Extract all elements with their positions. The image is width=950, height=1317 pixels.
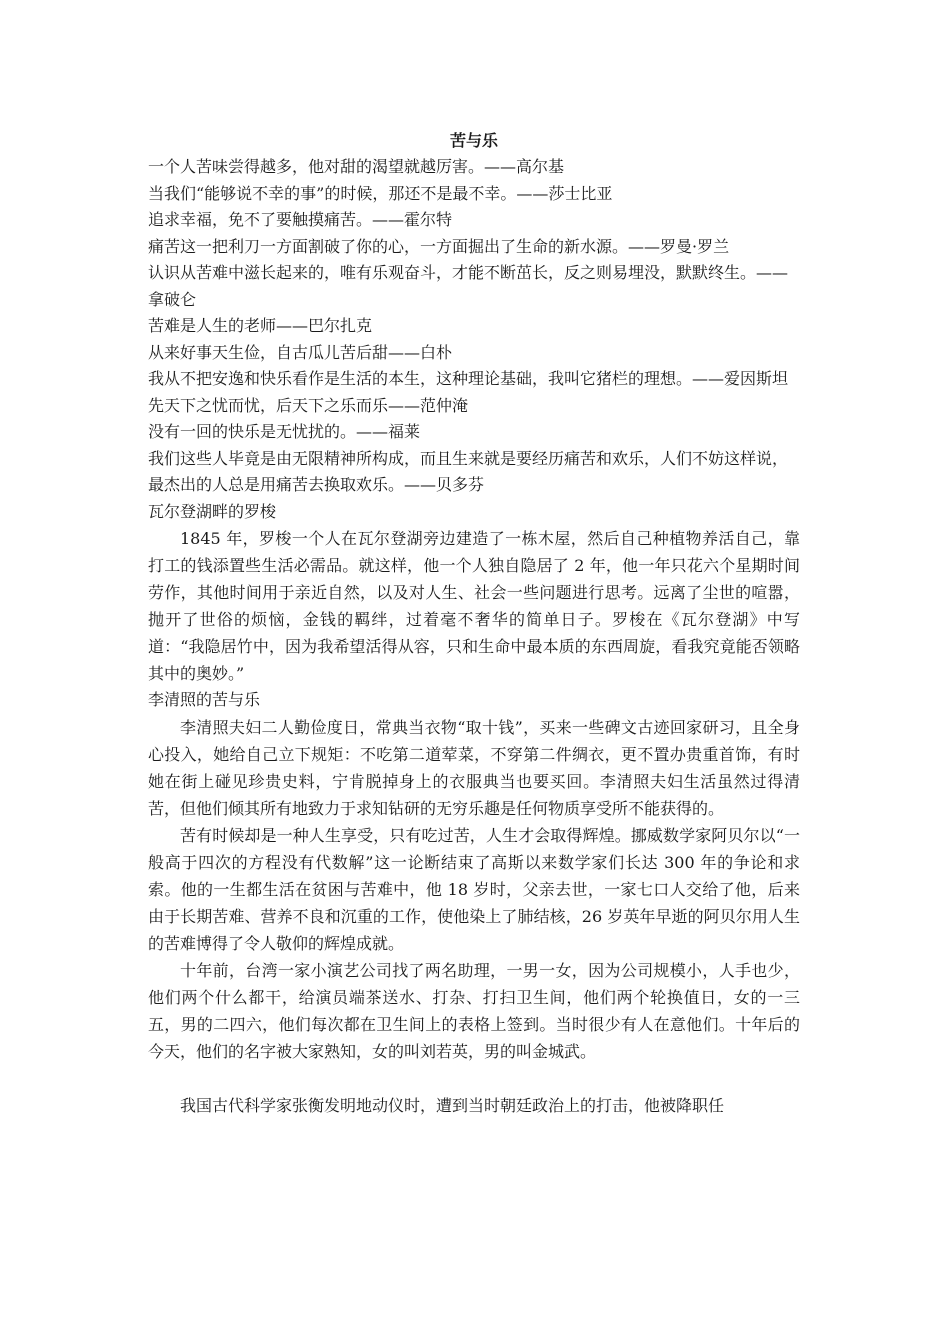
quote-line: 苦难是人生的老师——巴尔扎克 (148, 316, 373, 335)
quote-line: 从来好事天生俭，自古瓜儿苦后甜——白朴 (148, 342, 453, 362)
section-paragraph: 李清照夫妇二人勤俭度日，常典当衣物“取十钱”，买来一些碑文古迹回家研习，且全身心投入，她给自己立下规矩：不吃第二道荤菜，不穿第二件绸衣，更不置办贵重首饰，有时她在街上碰见珍贵史料，宁肯脱掉身上的衣服典当也要买回。李清照夫妇生活虽然过得清苦，但他们倾其所有地致力于求知钻研的无穷乐趣是任何物质享受所不能获得的。 (148, 717, 800, 818)
document-title: 苦与乐 (449, 131, 498, 150)
paragraph-gap (148, 1065, 800, 1092)
section-paragraph: 苦有时候却是一种人生享受，只有吃过苦，人生才会取得辉煌。挪威数学家阿贝尔以“一般高于四次的方程没有代数解”这一论断结束了高斯以来数学家们长达 300 年的争论和求索。他的一生都生活在贫困与苦难中，他 18 岁时，父亲去世，一家七口人交给了他，后来由于长期苦难、营养不良和沉重的工作，使他染上了肺结核，26 岁英年早逝的阿贝尔用人生的苦难博得了令人敬仰的辉煌成就。 (148, 825, 800, 953)
section-paragraph: 十年前，台湾一家小演艺公司找了两名助理，一男一女，因为公司规模小，人手也少，他们两个什么都干，给演员端茶送水、打杂、打扫卫生间，他们两个轮换值日，女的一三五，男的二四六，他们每次都在卫生间上的表格上签到。当时很少有人在意他们。十年后的今天，他们的名字被大家熟知，女的叫刘若英，男的叫金城武。 (148, 960, 800, 1061)
section-heading: 李清照的苦与乐 (148, 690, 261, 709)
quote-line: 先天下之忧而忧，后天下之乐而乐——范仲淹 (148, 395, 469, 415)
section-walden (148, 499, 800, 688)
quotes-list (148, 154, 800, 499)
quote-line: 我从不把安逸和快乐看作是生活的本生，这种理论基础，我叫它猪栏的理想。——爱因斯坦 (148, 369, 789, 388)
quote-line: 痛苦这一把利刀一方面割破了你的心，一方面掘出了生命的新水源。——罗曼·罗兰 (148, 236, 730, 256)
quote-line: 一个人苦味尝得越多，他对甜的渴望就越厉害。——高尔基 (148, 157, 565, 176)
section-paragraph: 我国古代科学家张衡发明地动仪时，遭到当时朝廷政治上的打击，他被降职任 (180, 1095, 725, 1115)
quote-line: 我们这些人毕竟是由无限精神所构成，而且生来就是要经历痛苦和欢乐，人们不妨这样说，最杰出的人总是用痛苦去换取欢乐。——贝多芬 (148, 448, 789, 494)
quote-line: 没有一回的快乐是无忧扰的。——福莱 (148, 422, 421, 441)
quote-line: 认识从苦难中滋长起来的，唯有乐观奋斗，才能不断茁长，反之则易埋没，默默终生。——拿破仑 (148, 263, 789, 309)
section-paragraph: 1845 年，罗梭一个人在瓦尔登湖旁边建造了一栋木屋，然后自己种植物养活自己，靠打工的钱添置些生活必需品。就这样，他一个人独自隐居了 2 年，他一年只花六个星期时间劳作，其他时间用于亲近自然，以及对人生、社会一些问题进行思考。远离了尘世的喧嚣，抛开了世俗的烦恼，金钱的羁绊，过着毫不奢华的简单日子。罗梭在《瓦尔登湖》中写道：“我隐居竹中，因为我希望活得从容，只和生命中最本质的东西周旋，看我究竟能否领略其中的奥妙。” (148, 529, 800, 683)
quote-line: 当我们“能够说不幸的事”的时候，那还不是最不幸。——莎士比亚 (148, 183, 613, 203)
document-page (148, 128, 800, 1119)
quote-line: 追求幸福，免不了要触摸痛苦。——霍尔特 (148, 210, 453, 229)
section-li-qingzhao (148, 687, 800, 1119)
section-heading: 瓦尔登湖畔的罗梭 (148, 501, 277, 521)
